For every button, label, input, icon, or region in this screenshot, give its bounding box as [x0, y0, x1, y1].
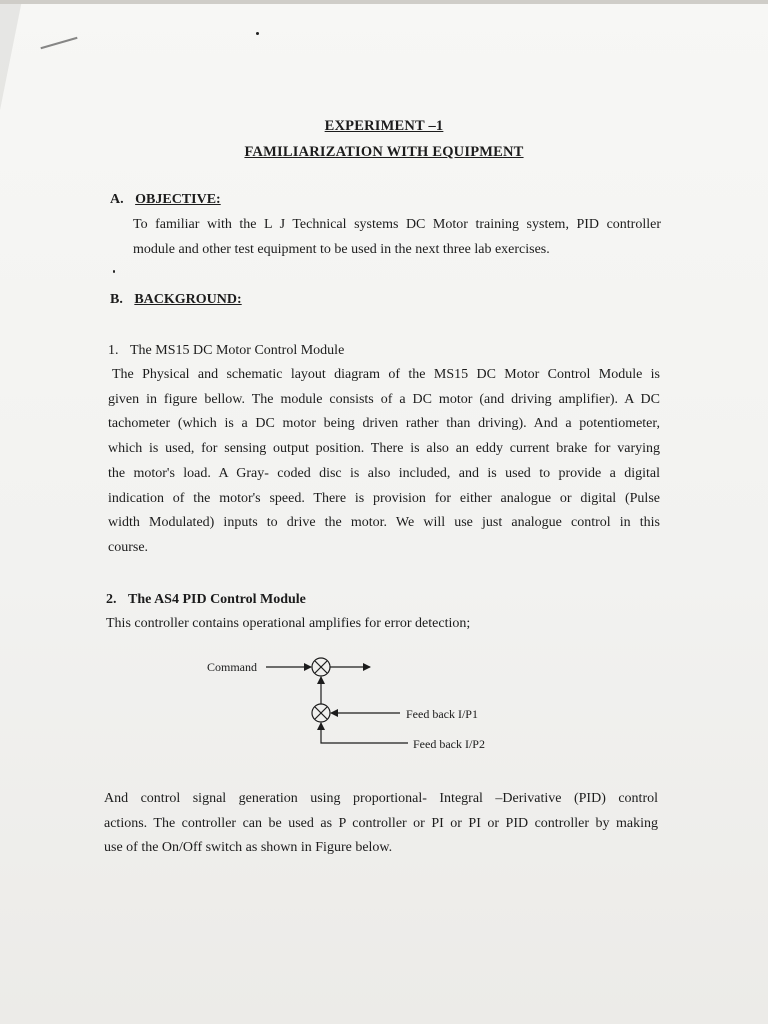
objective-line: To familiar with the L J Technical systems DC Motor training system, PID controller — [133, 217, 661, 232]
command-label: Command — [207, 660, 257, 674]
objective-label: OBJECTIVE: — [135, 192, 221, 207]
section1-line: tachometer (which is a DC motor being driven rather than driving). And a potentiometer, — [108, 416, 660, 432]
section1-number: 1. — [108, 343, 119, 358]
section2-line: And control signal generation using proportional- Integral –Derivative (PID) control — [104, 791, 658, 806]
summing-junction-1 — [312, 658, 330, 676]
experiment-number: EXPERIMENT –1 — [324, 118, 444, 134]
section2-number: 2. — [106, 592, 117, 607]
objective-line: module and other test equipment to be used in the next three lab exercises. — [133, 241, 550, 257]
background-letter: B. — [110, 292, 123, 307]
summing-junction-2 — [312, 704, 330, 722]
feedback2-label: Feed back I/P2 — [413, 737, 485, 751]
section2-paragraph — [104, 787, 658, 861]
objective-letter: A. — [110, 192, 124, 207]
feedback2-arrow — [321, 723, 408, 743]
section2-intro: This controller contains operational amplifies for error detection; — [106, 616, 471, 631]
section1-line: course. — [108, 539, 149, 555]
section1-line: The Physical and schematic layout diagram of the MS15 DC Motor Control Module is — [112, 367, 660, 382]
experiment-title: FAMILIARIZATION WITH EQUIPMENT — [244, 144, 524, 160]
section1-line: width Modulated) inputs to drive the motor. We will use just analogue control in this — [108, 515, 660, 531]
feedback1-label: Feed back I/P1 — [406, 707, 478, 721]
section2-line: use of the On/Off switch as shown in Figure below. — [104, 840, 393, 856]
section2-title: The AS4 PID Control Module — [128, 592, 306, 607]
background-label: BACKGROUND: — [134, 292, 242, 307]
section2-line: actions. The controller can be used as P controller or PI or PI or PID controller by making — [104, 815, 658, 831]
section1-line: given in figure bellow. The module consists of a DC motor (and driving amplifier). A DC — [108, 391, 660, 407]
section1-title: The MS15 DC Motor Control Module — [130, 343, 345, 358]
section1-line: indication of the motor's speed. There is provision for either analogue or digital (Pulse — [108, 490, 660, 506]
section1-line: the motor's load. A Gray- coded disc is also included, and is used to provide a digital — [108, 465, 660, 481]
section1-line: which is used, for sensing output position. There is also an eddy current brake for varying — [108, 441, 660, 457]
